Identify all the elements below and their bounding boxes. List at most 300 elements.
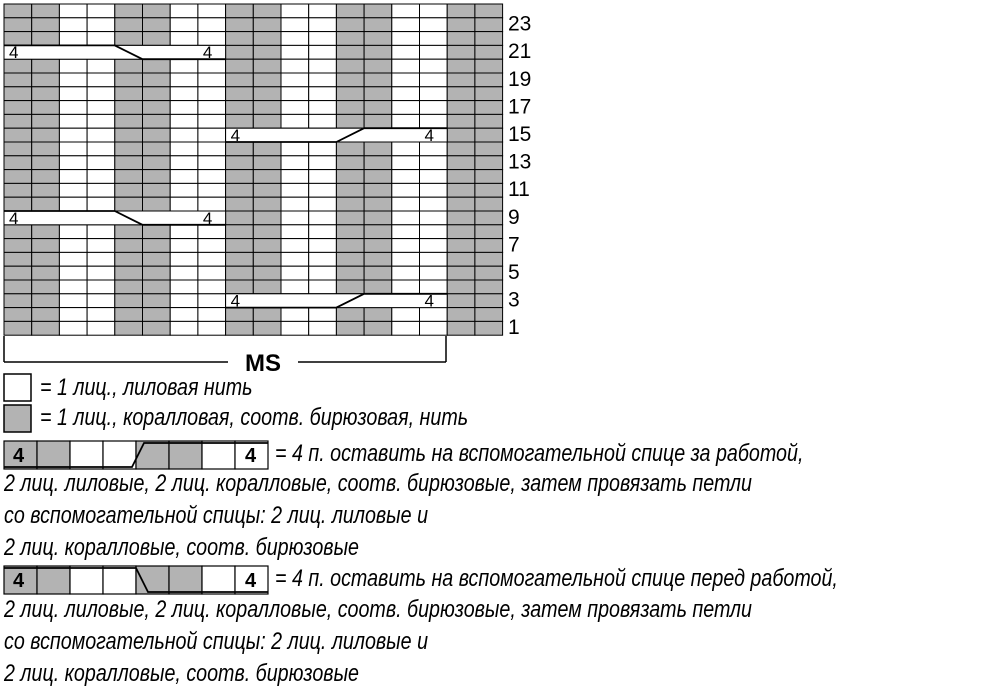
grid-cell [198,128,226,142]
grid-cell [170,225,198,239]
grid-cell [170,156,198,170]
grid-cell [170,252,198,266]
grid-cell [420,321,448,335]
grid-cell [115,142,143,156]
grid-cell [447,87,475,101]
grid-cell [281,73,309,87]
grid-cell [336,32,364,46]
grid-cell [226,211,254,225]
grid-cell [475,321,503,335]
grid-cell [115,114,143,128]
grid-cell [364,321,392,335]
grid-cell [59,321,87,335]
grid-cell [87,32,115,46]
grid-cell [309,101,337,115]
grid-cell [392,321,420,335]
grid-cell [309,266,337,280]
grid-cell [115,197,143,211]
grid-cell [143,73,171,87]
grid-cell [420,197,448,211]
grid-cell [198,266,226,280]
grid-cell [198,87,226,101]
grid-cell [143,183,171,197]
grid-cell [447,18,475,32]
grid-cell [226,239,254,253]
grid-cell [475,4,503,18]
grid-cell [364,101,392,115]
grid-cell [170,114,198,128]
grid-cell [170,239,198,253]
repeat-bracket [4,336,446,377]
grid-cell [4,266,32,280]
legend-symbol-cell [202,441,235,469]
grid-cell [420,18,448,32]
grid-cell [59,280,87,294]
grid-cell [87,252,115,266]
grid-cell [364,156,392,170]
grid-cell [59,183,87,197]
grid-cell [253,170,281,184]
grid-cell [143,128,171,142]
grid-cell [364,252,392,266]
grid-cell [336,183,364,197]
grid-cell [170,128,198,142]
grid-cell [281,4,309,18]
grid-cell [4,239,32,253]
legend-symbol-left-label: 4 [13,445,25,467]
grid-cell [143,252,171,266]
cable-left-label: 4 [9,208,19,228]
legend-cable-front-symbol [4,566,268,594]
legend-symbol-cell [37,441,70,469]
grid-cell [420,183,448,197]
grid-cell [309,170,337,184]
grid-cell [226,170,254,184]
grid-cell [32,321,60,335]
grid-cell [115,239,143,253]
grid-cell [447,45,475,59]
grid-cell [392,87,420,101]
legend-symbol-cell [136,566,169,594]
grid-cell [281,280,309,294]
grid-cell [170,183,198,197]
grid-cell [87,280,115,294]
grid-cell [4,18,32,32]
grid-cell [4,321,32,335]
grid-cell [59,308,87,322]
grid-cell [309,156,337,170]
grid-cell [4,308,32,322]
grid-cell [392,211,420,225]
grid-cell [336,73,364,87]
grid-cell [420,239,448,253]
grid-cell [253,142,281,156]
grid-cell [4,4,32,18]
grid-cell [198,142,226,156]
grid-cell [170,170,198,184]
grid-cell [364,142,392,156]
grid-cell [475,156,503,170]
grid-cell [198,294,226,308]
grid-cell [87,321,115,335]
grid-cell [4,128,32,142]
grid-cell [392,280,420,294]
grid-cell [364,197,392,211]
grid-cell [281,252,309,266]
grid-cell [420,32,448,46]
grid-cell [226,45,254,59]
grid-cell [226,101,254,115]
legend-cable-back-line2: 2 лиц. лиловые, 2 лиц. коралловые, соотв. бирюзовые, затем провязать петли [4,470,752,497]
grid-cell [281,211,309,225]
grid-cell [32,73,60,87]
grid-cell [364,59,392,73]
grid-cell [32,128,60,142]
grid-cell [253,211,281,225]
grid-cell [281,142,309,156]
legend-cable-front-line4: 2 лиц. коралловые, соотв. бирюзовые [4,660,359,687]
grid-cell [4,114,32,128]
grid-cell [143,142,171,156]
grid-cell [336,101,364,115]
grid-cell [143,156,171,170]
row-number: 9 [508,205,520,229]
grid-cell [143,294,171,308]
grid-cell [143,4,171,18]
grid-cell [447,252,475,266]
grid-cell [336,45,364,59]
grid-cell [4,101,32,115]
cable-left-label: 4 [230,126,241,145]
grid-cell [475,114,503,128]
grid-cell [170,59,198,73]
cable-right-label: 4 [424,291,434,311]
row-number: 1 [508,316,520,340]
grid-cell [447,211,475,225]
grid-cell [309,252,337,266]
grid-cell [59,114,87,128]
grid-cell [115,18,143,32]
grid-cell [4,294,32,308]
grid-cell [364,114,392,128]
grid-cell [447,73,475,87]
grid-cell [198,101,226,115]
grid-cell [420,87,448,101]
grid-cell [170,32,198,46]
cable-left-label: 4 [230,291,241,311]
grid-cell [115,308,143,322]
grid-cell [420,170,448,184]
grid-cell [32,170,60,184]
grid-cell [87,197,115,211]
grid-cell [198,18,226,32]
grid-cell [364,18,392,32]
grid-cell [87,142,115,156]
grid-cell [336,18,364,32]
grid-cell [87,183,115,197]
grid-cell [336,308,364,322]
grid-cell [87,101,115,115]
grid-cell [59,225,87,239]
grid-cell [475,18,503,32]
grid-cell [336,239,364,253]
grid-cell [309,4,337,18]
grid-cell [475,32,503,46]
grid-cell [32,308,60,322]
cable-box [226,128,448,142]
grid-cell [475,280,503,294]
grid-cell [87,59,115,73]
grid-cell [309,239,337,253]
grid-cell [143,87,171,101]
grid-cell [475,211,503,225]
grid-cell [447,101,475,115]
grid-cell [32,183,60,197]
grid-cell [253,252,281,266]
grid-cell [420,59,448,73]
grid-cell [281,266,309,280]
grid-cell [87,87,115,101]
grid-cell [281,101,309,115]
grid-cell [32,142,60,156]
grid-cell [143,18,171,32]
grid-cell [392,308,420,322]
grid-cell [253,32,281,46]
grid-cell [226,73,254,87]
grid-cell [226,156,254,170]
grid-cell [281,225,309,239]
grid-cell [253,156,281,170]
legend-cable-front-line2: 2 лиц. лиловые, 2 лиц. коралловые, соотв. бирюзовые, затем провязать петли [4,596,752,623]
grid-cell [115,101,143,115]
grid-cell [32,156,60,170]
grid-cell [87,18,115,32]
grid-cell [475,101,503,115]
grid-cell [309,183,337,197]
grid-cell [420,45,448,59]
grid-cell [253,4,281,18]
grid-cell [309,280,337,294]
grid-cell [198,170,226,184]
grid-cell [87,294,115,308]
grid-cell [364,183,392,197]
grid-cell [364,4,392,18]
grid-cell [115,4,143,18]
grid-cell [226,87,254,101]
legend-cable-back-line1: = 4 п. оставить на вспомогательной спице за работой, [275,440,804,467]
grid-cell [309,59,337,73]
grid-cell [253,321,281,335]
grid-cell [87,4,115,18]
grid-cell [32,197,60,211]
grid-cell [253,45,281,59]
grid-cell [226,225,254,239]
row-number: 15 [508,123,532,146]
grid-cell [336,211,364,225]
legend-cable-front-line3: со вспомогательной спицы: 2 лиц. лиловые и [4,628,429,655]
grid-cell [392,239,420,253]
grid-cell [59,32,87,46]
grid-cell [32,4,60,18]
grid-cell [475,128,503,142]
grid-cell [420,101,448,115]
grid-cell [115,170,143,184]
grid-cell [59,87,87,101]
legend-gray-text: = 1 лиц., коралловая, соотв. бирюзовая, нить [40,404,469,431]
grid-cell [447,59,475,73]
grid-cell [475,266,503,280]
grid-cell [364,211,392,225]
grid-cell [198,4,226,18]
grid-cell [392,142,420,156]
grid-cell [364,87,392,101]
grid-cell [59,128,87,142]
grid-cell [32,32,60,46]
grid-cell [59,18,87,32]
grid-cell [281,45,309,59]
grid-cell [87,114,115,128]
grid-cell [59,252,87,266]
grid-cell [4,87,32,101]
grid-cell [143,32,171,46]
grid-cell [115,128,143,142]
grid-cell [198,183,226,197]
row-number: 3 [508,288,520,312]
grid-cell [170,266,198,280]
grid-cell [32,18,60,32]
grid-cell [143,225,171,239]
grid-cell [281,156,309,170]
grid-cell [392,59,420,73]
grid-cell [364,239,392,253]
grid-cell [87,266,115,280]
grid-cell [253,308,281,322]
grid-cell [170,197,198,211]
grid-cell [281,59,309,73]
grid-cell [309,308,337,322]
grid-cell [170,142,198,156]
grid-cell [392,170,420,184]
grid-cell [226,266,254,280]
legend-symbol-cell [103,566,136,594]
grid-cell [170,4,198,18]
grid-cell [253,59,281,73]
grid-cell [87,170,115,184]
grid-cell [198,308,226,322]
grid-cell [420,266,448,280]
grid-cell [115,156,143,170]
grid-cell [143,170,171,184]
legend-symbol-cell [70,566,103,594]
grid-cell [475,225,503,239]
grid-cell [447,294,475,308]
grid-cell [309,32,337,46]
grid-cell [253,87,281,101]
grid-cell [392,197,420,211]
row-number: 23 [508,12,532,36]
grid-cell [281,183,309,197]
grid-cell [281,32,309,46]
grid-cell [226,4,254,18]
grid-cell [475,294,503,308]
grid-cell [309,18,337,32]
grid-cell [281,114,309,128]
row-number: 11 [508,178,530,202]
grid-cell [115,73,143,87]
grid-cell [475,170,503,184]
grid-cell [475,87,503,101]
cable-right-label: 4 [202,43,213,63]
grid-cell [170,18,198,32]
grid-cell [364,266,392,280]
grid-cell [447,183,475,197]
grid-cell [32,87,60,101]
grid-cell [364,32,392,46]
grid-cell [281,87,309,101]
grid-cell [447,280,475,294]
legend-white-text: = 1 лиц., лиловая нить [40,374,253,401]
grid-cell [32,59,60,73]
grid-cell [392,18,420,32]
grid-cell [392,73,420,87]
grid-cell [420,252,448,266]
grid-cell [253,266,281,280]
grid-cell [115,225,143,239]
grid-cell [447,142,475,156]
grid-cell [447,308,475,322]
grid-cell [87,156,115,170]
grid-cell [253,280,281,294]
row-number: 19 [508,67,532,91]
grid-cell [226,321,254,335]
grid-cell [475,45,503,59]
grid-cell [281,321,309,335]
legend-symbol-cell [37,566,70,594]
grid-cell [447,114,475,128]
grid-cell [32,280,60,294]
grid-cell [32,266,60,280]
grid-cell [198,252,226,266]
grid-cell [4,183,32,197]
grid-cell [336,142,364,156]
grid-cell [4,252,32,266]
grid-cell [32,239,60,253]
grid-cell [87,225,115,239]
grid-cell [309,87,337,101]
grid-cell [336,4,364,18]
repeat-label: MS [245,350,281,377]
grid-cell [420,225,448,239]
grid-cell [364,308,392,322]
cable-box [4,211,226,225]
grid-cell [4,73,32,87]
grid-cell [4,142,32,156]
grid-cell [475,73,503,87]
grid-cell [336,266,364,280]
grid-cell [115,266,143,280]
grid-cell [143,101,171,115]
grid-cell [336,197,364,211]
grid-cell [59,59,87,73]
grid-cell [392,4,420,18]
legend-symbol-cell [169,566,202,594]
legend-symbol-cell [169,441,202,469]
legend-symbol-cell [103,441,136,469]
grid-cell [336,252,364,266]
grid-cell [364,73,392,87]
grid-cell [253,114,281,128]
grid-cell [87,128,115,142]
